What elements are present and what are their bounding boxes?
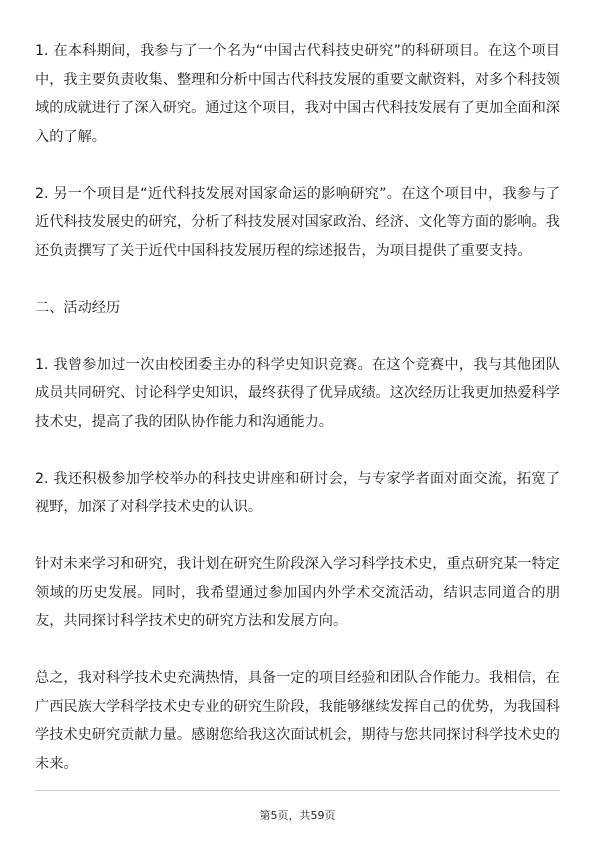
paragraph-spacer <box>35 151 560 180</box>
page-number: 第5页，共59页 <box>259 809 336 822</box>
paragraph-future-plan: 针对未来学习和研究，我计划在研究生阶段深入学习科学技术史，重点研究某一特定领域的历史发展。同时，我希望通过参加国内外学术交流活动，结识志同道合的朋友，共同探讨科学技术史的研究方法和发展方向。 <box>35 556 560 629</box>
paragraph-project-1: 1. 在本科期间，我参与了一个名为“中国古代科技史研究”的科研项目。在这个项目中，我主要负责收集、整理和分析中国古代科技发展的重要文献资料，对多个科技领域的成就进行了深入研究。通过这个项目，我对中国古代科技发展有了更加全面和深入的了解。 <box>35 43 560 145</box>
paragraph-spacer <box>35 522 560 551</box>
paragraph-spacer <box>35 436 560 465</box>
document-body <box>35 37 560 778</box>
paragraph-spacer <box>35 265 560 294</box>
paragraph-conclusion: 总之，我对科学技术史充满热情，具备一定的项目经验和团队合作能力。我相信，在广西民族大学科学技术史专业的研究生阶段，我能够继续发挥自己的优势，为我国科学技术史研究贡献力量。感谢您给我这次面试机会，期待与您共同探讨科学技术史的未来。 <box>35 670 560 772</box>
footer-divider <box>35 790 560 791</box>
paragraph-activity-1: 1. 我曾参加过一次由校团委主办的科学史知识竞赛。在这个竞赛中，我与其他团队成员共同研究、讨论科学史知识，最终获得了优异成绩。这次经历让我更加热爱科学技术史，提高了我的团队协作能力和沟通能力。 <box>35 356 560 430</box>
paragraph-activity-2: 2. 我还积极参加学校举办的科技史讲座和研讨会，与专家学者面对面交流，拓宽了视野，加深了对科学技术史的认识。 <box>35 470 560 515</box>
paragraph-project-2: 2. 另一个项目是“近代科技发展对国家命运的影响研究”。在这个项目中，我参与了近代科技发展史的研究，分析了科技发展对国家政治、经济、文化等方面的影响。我还负责撰写了关于近代中国科技发展历程的综述报告，为项目提供了重要支持。 <box>35 185 560 259</box>
paragraph-spacer <box>35 322 560 351</box>
paragraph-spacer <box>35 636 560 665</box>
section-heading-activities: 二、活动经历 <box>35 299 121 316</box>
